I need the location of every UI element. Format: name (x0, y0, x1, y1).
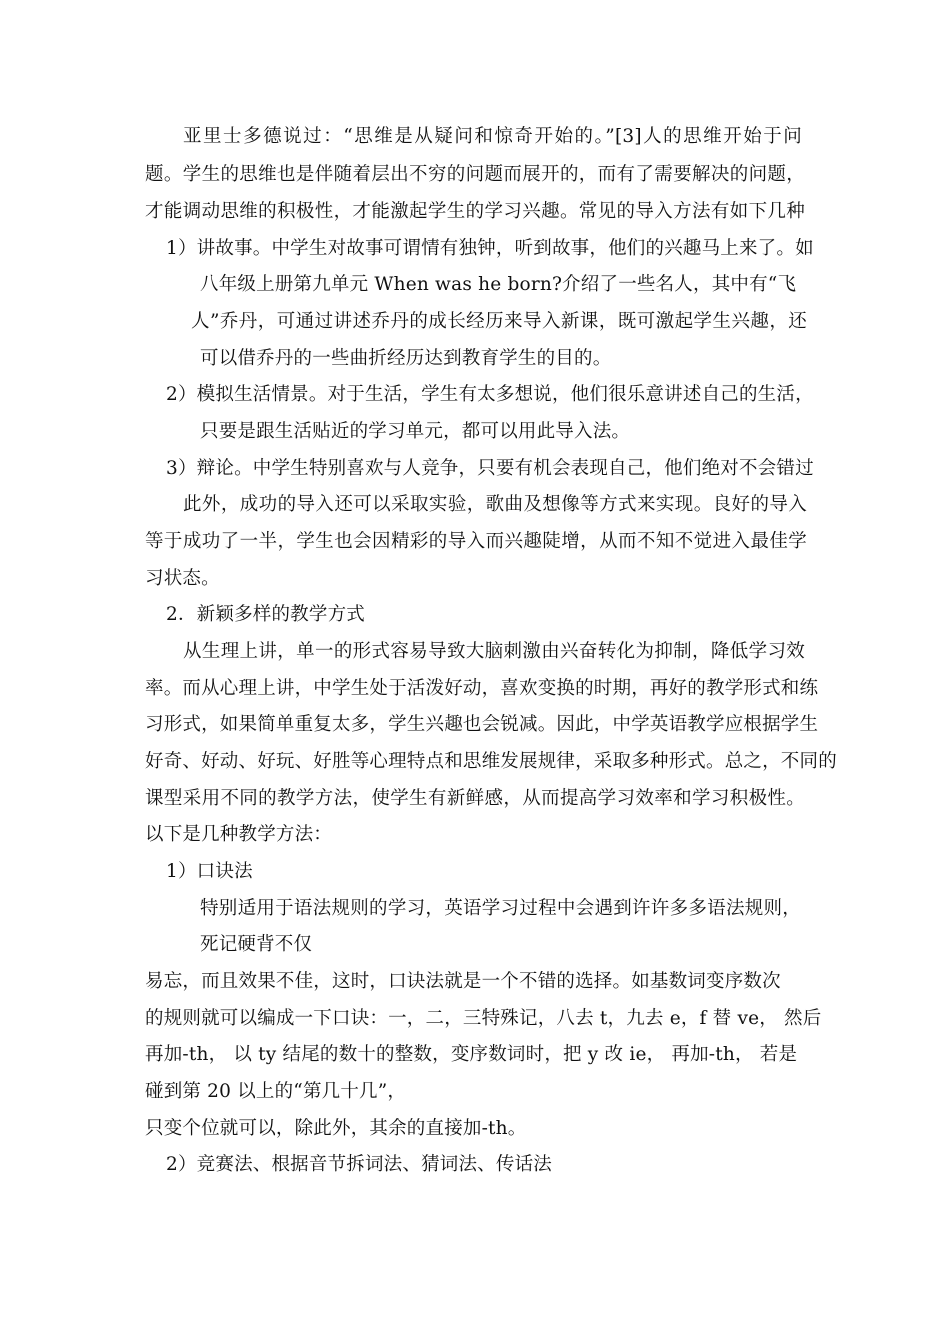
list-item-line: 八年级上册第九单元 When was he born?介绍了一些名人，其中有“飞 (200, 274, 797, 295)
paragraph-line: 易忘，而且效果不佳，这时，口诀法就是一个不错的选择。如基数词变序数次 (145, 971, 781, 992)
paragraph-line: 的规则就可以编成一下口诀：一，二，三特殊记，八去 t，九去 e，f 替 ve， 然后 (145, 1008, 822, 1029)
paragraph-line: 以下是几种教学方法： (145, 824, 333, 845)
list-item-line: 1）讲故事。中学生对故事可谓情有独钟，听到故事，他们的兴趣马上来了。如 (166, 238, 814, 259)
paragraph-line: 率。而从心理上讲，中学生处于活泼好动，喜欢变换的时期，再好的教学形式和练 (145, 678, 819, 699)
paragraph-line: 亚里士多德说过：“思维是从疑问和惊奇开始的。”[3]人的思维开始于问 (183, 126, 802, 147)
list-item-line: 人”乔丹，可通过讲述乔丹的成长经历来导入新课，既可激起学生兴趣，还 (191, 311, 807, 332)
paragraph-line: 从生理上讲，单一的形式容易导致大脑刺激由兴奋转化为抑制，降低学习效 (183, 641, 805, 662)
list-item-line: 死记硬背不仅 (200, 934, 313, 955)
list-item-line: 2）模拟生活情景。对于生活，学生有太多想说，他们很乐意讲述自己的生活， (166, 384, 814, 405)
paragraph-line: 习状态。 (145, 568, 220, 589)
list-item-line: 只要是跟生活贴近的学习单元，都可以用此导入法。 (200, 421, 631, 442)
paragraph-line: 再加-th， 以 ty 结尾的数十的整数，变序数词时，把 y 改 ie， 再加-th， 若是 (145, 1044, 798, 1065)
paragraph-line: 习形式，如果简单重复太多，学生兴趣也会锐减。因此，中学英语教学应根据学生 (145, 714, 819, 735)
list-item-line: 2）竞赛法、根据音节拆词法、猜词法、传话法 (166, 1154, 552, 1175)
list-item-line: 可以借乔丹的一些曲折经历达到教育学生的目的。 (200, 348, 612, 369)
paragraph-line: 好奇、好动、好玩、好胜等心理特点和思维发展规律，采取多种形式。总之，不同的 (145, 751, 837, 772)
paragraph-line: 题。学生的思维也是伴随着层出不穷的问题而展开的，而有了需要解决的问题， (145, 164, 805, 185)
paragraph-line: 课型采用不同的教学方法，使学生有新鲜感，从而提高学习效率和学习积极性。 (145, 788, 805, 809)
list-item-line: 1）口诀法 (166, 861, 253, 882)
paragraph-line: 碰到第 20 以上的“第几十几”， (145, 1081, 407, 1102)
list-item-line: 3）辩论。中学生特别喜欢与人竞争，只要有机会表现自己，他们绝对不会错过 (166, 458, 814, 479)
paragraph-line: 才能调动思维的积极性，才能激起学生的学习兴趣。常见的导入方法有如下几种 (145, 201, 805, 222)
section-heading: 2．新颖多样的教学方式 (166, 604, 365, 625)
paragraph-line: 等于成功了一半，学生也会因精彩的导入而兴趣陡增，从而不知不觉进入最佳学 (145, 531, 807, 552)
paragraph-line: 此外，成功的导入还可以采取实验，歌曲及想像等方式来实现。良好的导入 (183, 494, 807, 515)
list-item-line: 特别适用于语法规则的学习，英语学习过程中会遇到许许多多语法规则， (200, 898, 801, 919)
paragraph-line: 只变个位就可以，除此外，其余的直接加-th。 (145, 1118, 527, 1139)
